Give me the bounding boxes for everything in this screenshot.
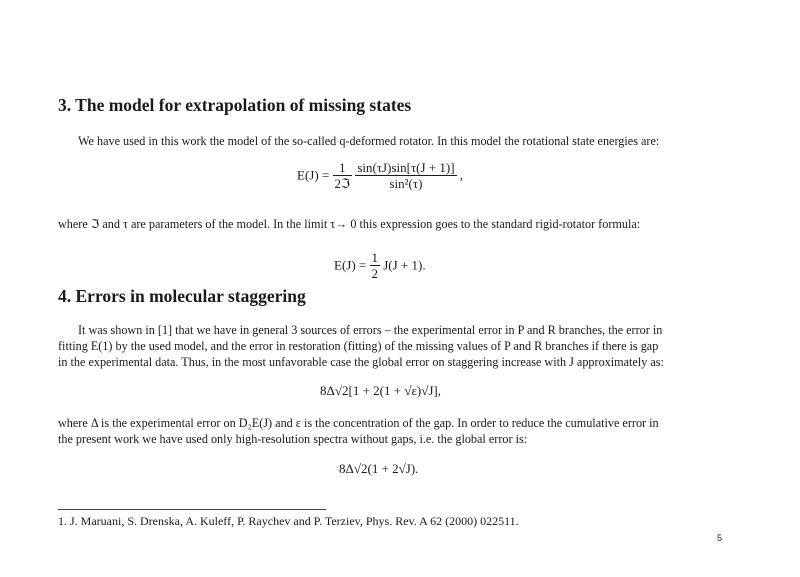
equation-q-rotator <box>297 160 463 191</box>
para-line-1: It was shown in [1] that we have in general 3 sources of errors – the experimental error in P and R branches, the error in <box>78 323 663 337</box>
section-4-heading: 4. Errors in molecular staggering <box>58 286 306 306</box>
equation-reduced-error: 8Δ√2(1 + 2√J). <box>339 461 419 476</box>
section-3-heading: 3. The model for extrapolation of missing states <box>58 95 412 115</box>
footnote-rule <box>58 509 326 510</box>
eq1-numerator: sin(τJ)sin[τ(J + 1)] <box>357 160 455 175</box>
eq2-coef-den: 2 <box>371 266 378 281</box>
page-number: 5 <box>717 533 723 543</box>
eq1-lhs: E(J) = <box>297 167 330 183</box>
eq2-coefficient <box>370 250 381 281</box>
equation-global-error: 8Δ√2[1 + 2(1 + √ε)√J], <box>320 383 442 398</box>
eq1-coef-num: 1 <box>333 160 353 176</box>
section-4-where <box>58 415 738 447</box>
eq1-fraction <box>355 160 456 191</box>
footnote: 1. J. Maruani, S. Drenska, A. Kuleff, P. Raychev and P. Terziev, Phys. Rev. A 62 (2000) 022511. <box>58 514 519 528</box>
section-3-where: where ℑ and τ are parameters of the model. In the limit τ→ 0 this expression goes to the standard rigid-rotator formula: <box>58 217 641 231</box>
eq1-coefficient <box>333 160 353 191</box>
eq2-lhs: E(J) = <box>334 257 367 273</box>
para-line-3: in the experimental data. Thus, in the most unfavorable case the global error on staggering increase with J approximately as: <box>58 355 664 369</box>
eq1-tail: , <box>459 167 464 183</box>
equation-rigid-rotator <box>334 250 426 281</box>
eq1-denominator: sin²(τ) <box>389 176 423 191</box>
where-line-1: where Δ is the experimental error on D₂E(J) and ε is the concentration of the gap. In order to reduce the cumulative error in <box>58 416 659 430</box>
eq2-rhs: J(J + 1). <box>383 257 426 273</box>
where-line-2: the present work we have used only high-resolution spectra without gaps, i.e. the global error is: <box>58 432 528 446</box>
section-3-intro: We have used in this work the model of the so-called q-deformed rotator. In this model the rotational state energies are: <box>78 134 660 148</box>
para-line-2: fitting E(1) by the used model, and the error in restoration (fitting) of the missing values of P and R branches if there is gap <box>58 339 659 353</box>
eq1-coef-den: 2ℑ <box>334 176 351 191</box>
eq2-coef-num: 1 <box>371 250 378 265</box>
section-4-paragraph <box>58 322 738 370</box>
